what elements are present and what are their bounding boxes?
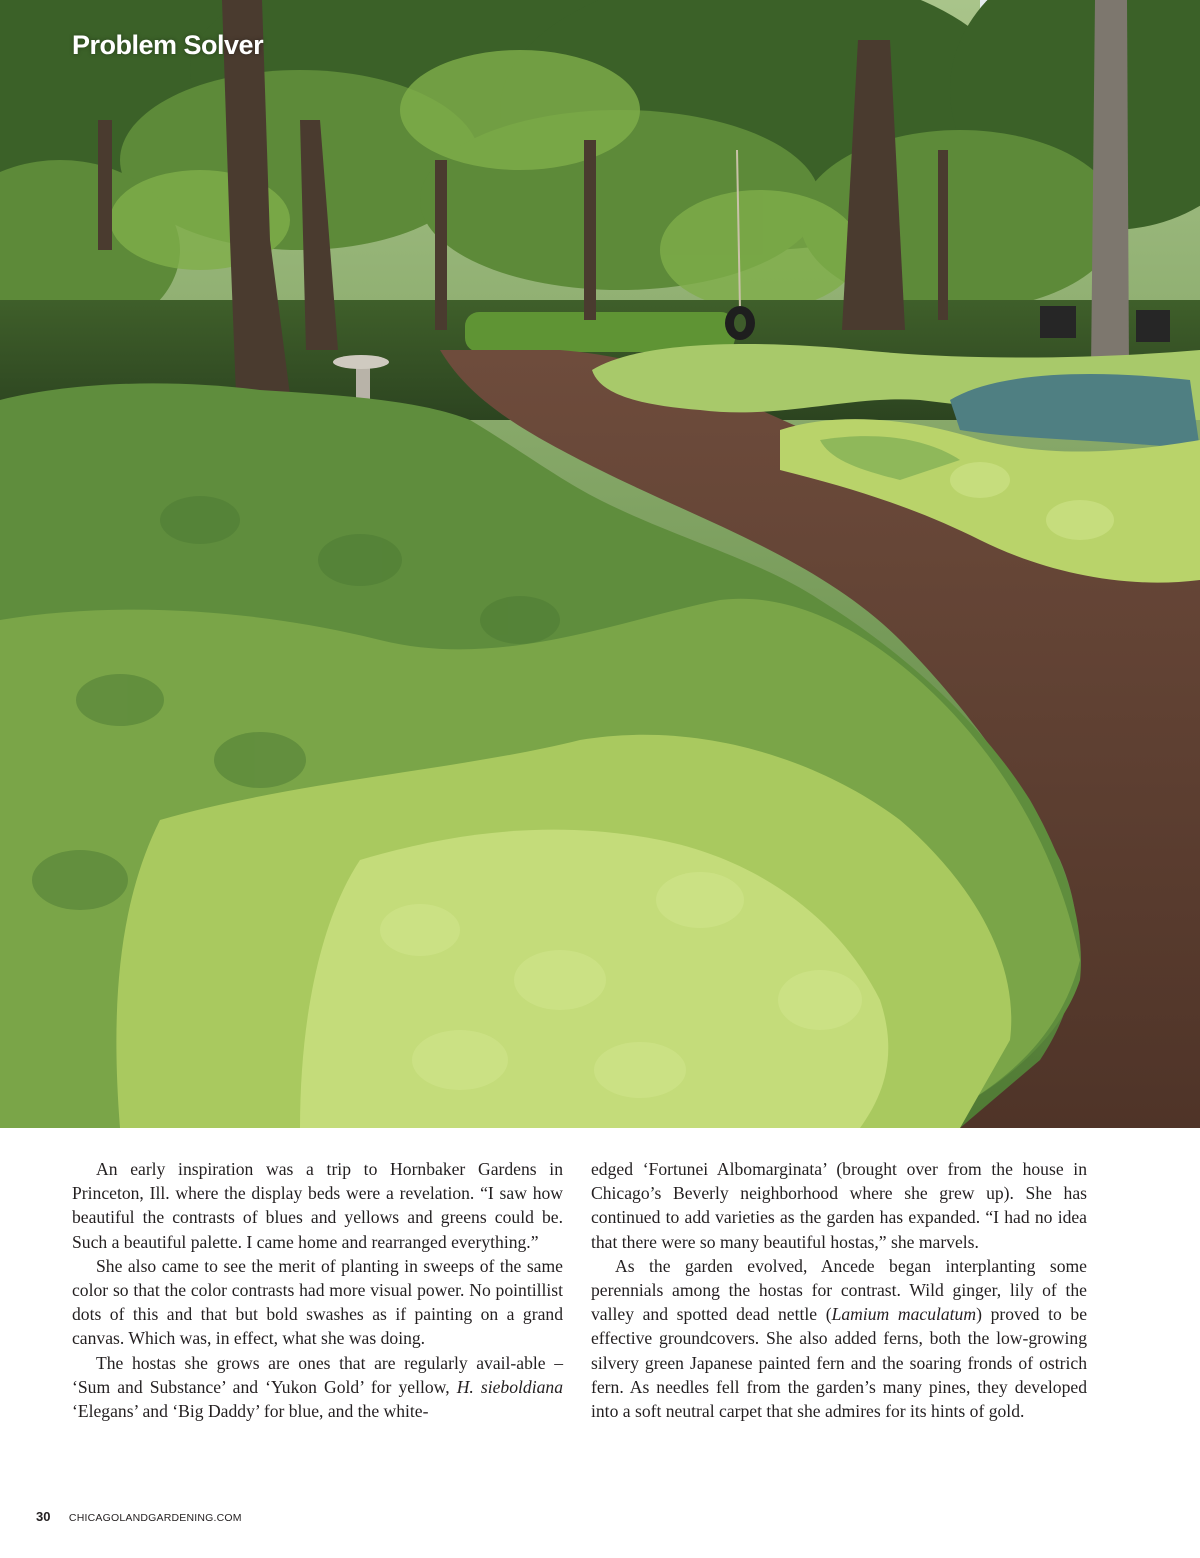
website-url: CHICAGOLANDGARDENING.COM [68,1512,242,1524]
paragraph-text: The hostas she grows are ones that are regularly avail-able – ‘Sum and Substance’ and ‘Yukon Gold’ for yellow, [72,1352,563,1397]
article-paragraph [72,1254,563,1351]
paragraph-text: edged ‘Fortunei Albomarginata’ (brought over from the house in Chicago’s Beverly neighborhood where she grew up). She has continued to add varieties as the garden has expanded. “I had no idea that there were so many beautiful hostas,” she marvels. [591,1159,1087,1252]
article-paragraph [72,1351,563,1424]
page-footer [36,1508,242,1526]
italic-text: Lamium maculatum [831,1304,977,1325]
paragraph-text: An early inspiration was a trip to Hornbaker Gardens in Princeton, Ill. where the display beds were a revelation. “I saw how beautiful the contrasts of blues and yellows and greens could be. Such a beautiful palette. I came home and rearranged everything.” [72,1159,563,1252]
article-paragraph [591,1157,1087,1254]
paragraph-text: She also came to see the merit of planting in sweeps of the same color so that the color contrasts had more visual power. No pointillist dots of this and that but bold swashes as if painting on a grand canvas. Which was, in effect, what she was doing. [72,1255,563,1349]
paragraph-text: As the garden evolved, Ancede began interplanting some perennials among the hostas for contrast. Wild ginger, lily of the valley and spotted dead nettle ( [591,1255,1087,1325]
italic-text: H. sieboldiana [456,1376,563,1397]
paragraph-text: ‘Elegans’ and ‘Big Daddy’ for blue, and the white- [72,1401,429,1422]
paragraph-text: ) proved to be effective groundcovers. She also added ferns, both the low-growing silvery green Japanese painted fern and the soaring fronds of ostrich fern. As needles fell from the garden’s many pines, they developed into a soft neutral carpet that she admires for its hints of gold. [591,1304,1088,1422]
article-paragraph [72,1157,563,1254]
article-paragraph [591,1254,1087,1423]
article-column-left [72,1157,563,1423]
page-number: 30 [36,1509,51,1524]
section-label: Problem Solver [72,30,264,60]
article-column-right [591,1157,1087,1423]
